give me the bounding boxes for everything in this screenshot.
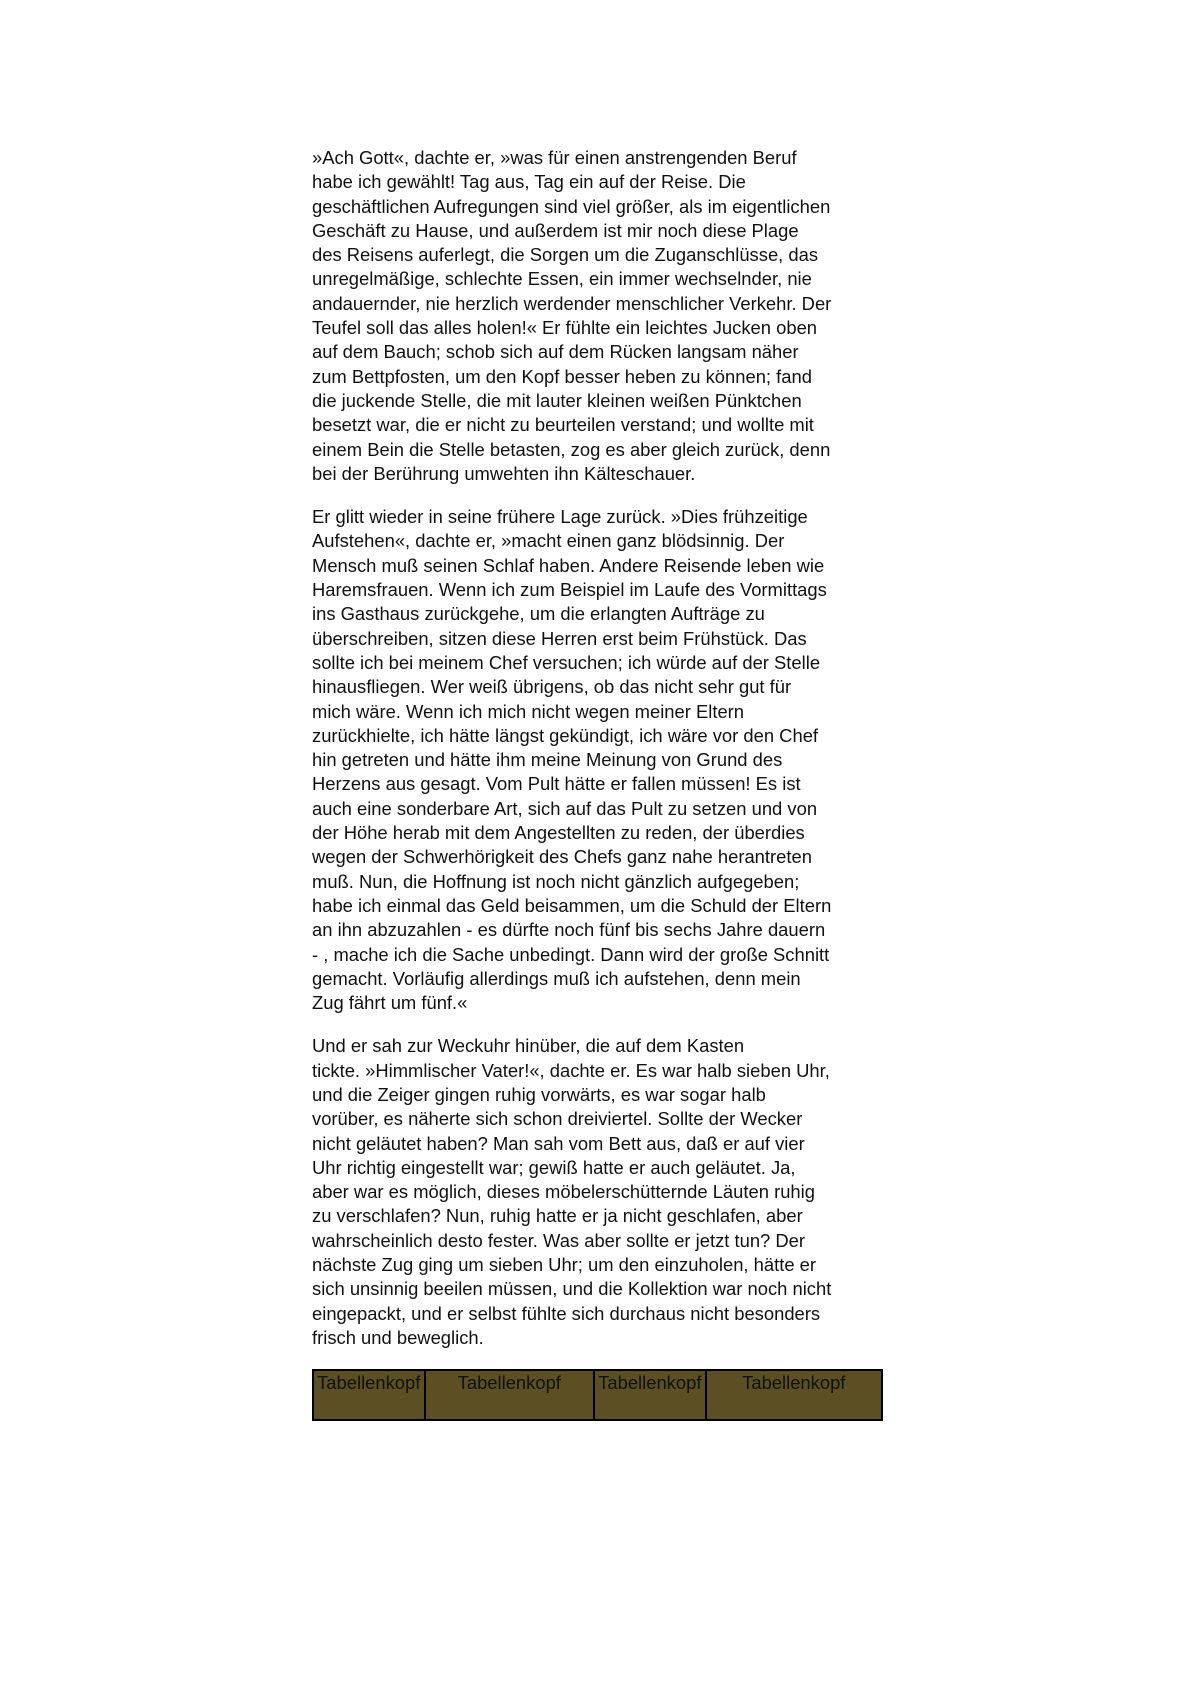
document-page (312, 146, 884, 1421)
paragraph-1: »Ach Gott«, dachte er, »was für einen anstrengenden Beruf habe ich gewählt! Tag aus, Tag ein auf der Reise. Die geschäftlichen Aufregungen sind viel größer, als im eigentlichen Geschäft zu Hause, und außerdem ist mir noch diese Plage des Reisens auferlegt, die Sorgen um die Zuganschlüsse, das unregelmäßige, schlechte Essen, ein immer wechselnder, nie andauernder, nie herzlich werdender menschlicher Verkehr. Der Teufel soll das alles holen!« Er fühlte ein leichtes Jucken oben auf dem Bauch; schob sich auf dem Rücken langsam näher zum Bettpfosten, um den Kopf besser heben zu können; fand die juckende Stelle, die mit lauter kleinen weißen Pünktchen besetzt war, die er nicht zu beurteilen verstand; und wollte mit einem Bein die Stelle betasten, zog es aber gleich zurück, denn bei der Berührung umwehten ihn Kälteschauer. (312, 147, 832, 484)
table-header-cell-2: Tabellenkopf (425, 1370, 595, 1420)
table-header-row (313, 1370, 882, 1420)
data-table (312, 1369, 883, 1421)
table-header-cell-1: Tabellenkopf (313, 1370, 425, 1420)
paragraph-2: Er glitt wieder in seine frühere Lage zurück. »Dies frühzeitige Aufstehen«, dachte er, »macht einen ganz blödsinnig. Der Mensch muß seinen Schlaf haben. Andere Reisende leben wie Haremsfrauen. Wenn ich zum Beispiel im Laufe des Vormittags ins Gasthaus zurückgehe, um die erlangten Aufträge zu überschreiben, sitzen diese Herren erst beim Frühstück. Das sollte ich bei meinem Chef versuchen; ich würde auf der Stelle hinausfliegen. Wer weiß übrigens, ob das nicht sehr gut für mich wäre. Wenn ich mich nicht wegen meiner Eltern zurückhielte, ich hätte längst gekündigt, ich wäre vor den Chef hin getreten und hätte ihm meine Meinung von Grund des Herzens aus gesagt. Vom Pult hätte er fallen müssen! Es ist auch eine sonderbare Art, sich auf das Pult zu setzen und von der Höhe herab mit dem Angestellten zu reden, der überdies wegen der Schwerhörigkeit des Chefs ganz nahe herantreten muß. Nun, die Hoffnung ist noch nicht gänzlich aufgegeben; habe ich einmal das Geld beisammen, um die Schuld der Eltern an ihn abzuzahlen - es dürfte noch fünf bis sechs Jahre dauern - , mache ich die Sache unbedingt. Dann wird der große Schnitt gemacht. Vorläufig allerdings muß ich aufstehen, denn mein Zug fährt um fünf.« (312, 506, 832, 1014)
table-header-cell-3: Tabellenkopf (594, 1370, 706, 1420)
paragraph-3: Und er sah zur Weckuhr hinüber, die auf dem Kasten tickte. »Himmlischer Vater!«, dachte er. Es war halb sieben Uhr, und die Zeiger gingen ruhig vorwärts, es war sogar halb vorüber, es näherte sich schon dreiviertel. Sollte der Wecker nicht geläutet haben? Man sah vom Bett aus, daß er auf vier Uhr richtig eingestellt war; gewiß hatte er auch geläutet. Ja, aber war es möglich, dieses möbelerschütternde Läuten ruhig zu verschlafen? Nun, ruhig hatte er ja nicht geschlafen, aber wahrscheinlich desto fester. Was aber sollte er jetzt tun? Der nächste Zug ging um sieben Uhr; um den einzuholen, hätte er sich unsinnig beeilen müssen, und die Kollektion war noch nicht eingepackt, und er selbst fühlte sich durchaus nicht besonders frisch und beweglich. (312, 1035, 832, 1348)
table-header-cell-4: Tabellenkopf (706, 1370, 882, 1420)
